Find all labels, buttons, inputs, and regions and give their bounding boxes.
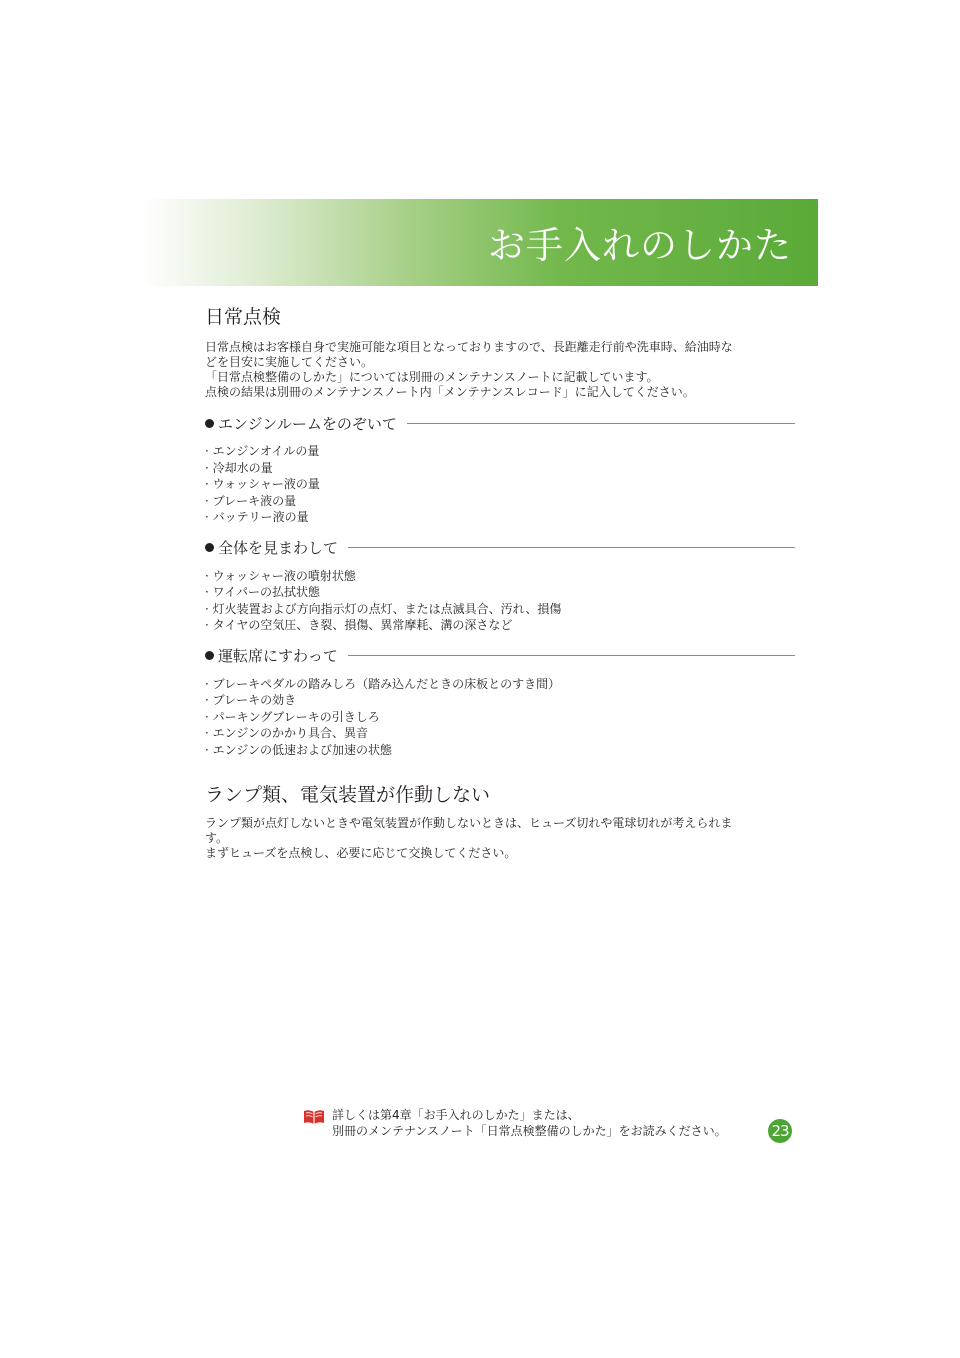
reference-line: 詳しくは第4章「お手入れのしかた」または、 <box>332 1108 580 1122</box>
paragraph-line: どを目安に実施してください。 <box>205 355 374 369</box>
main-content <box>205 300 795 861</box>
subheading-engine-room <box>205 409 795 437</box>
section-title-daily-inspection: 日常点検 <box>205 306 282 328</box>
list-item: · エンジンのかかり具合、異音 <box>205 726 369 740</box>
chapter-title: お手入れのしかた <box>488 224 792 267</box>
list-item: · 冷却水の量 <box>205 460 273 475</box>
subheading-label: 運転席にすわって <box>218 647 338 665</box>
section-title-lamp-failure: ランプ類、電気装置が作動しない <box>205 784 491 806</box>
paragraph-line: 点検の結果は別冊のメンテナンスノート内「メンテナンスレコード」に記入してください。 <box>205 385 695 399</box>
chapter-header-band <box>142 199 818 286</box>
list-item: · ブレーキペダルの踏みしろ（踏み込んだときの床板とのすき間） <box>205 676 561 691</box>
subheading-label: 全体を見まわして <box>218 539 339 557</box>
list-item: · ブレーキ液の量 <box>205 493 297 508</box>
paragraph-line: 日常点検はお客様自身で実施可能な項目となっておりますので、長距離走行前や洗車時、給油時な <box>205 340 733 354</box>
checklist-walkaround <box>205 568 795 634</box>
list-item: · バッテリー液の量 <box>205 510 309 524</box>
list-item: · エンジンオイルの量 <box>205 444 320 458</box>
reference-note <box>303 1107 795 1147</box>
book-icon <box>303 1109 325 1125</box>
bullet-dot-icon <box>205 543 214 552</box>
subheading-walkaround <box>205 534 795 562</box>
divider-line <box>348 655 795 656</box>
reference-text <box>332 1107 727 1139</box>
list-item: · タイヤの空気圧、き裂、損傷、異常摩耗、溝の深さなど <box>205 618 513 632</box>
checklist-drivers-seat <box>205 676 795 759</box>
paragraph-line: す。 <box>205 831 229 845</box>
daily-paragraph <box>205 340 795 400</box>
list-item: · 灯火装置および方向指示灯の点灯、または点滅具合、汚れ、損傷 <box>205 601 562 616</box>
checklist-engine-room <box>205 443 795 526</box>
reference-line: 別冊のメンテナンスノート「日常点検整備のしかた」をお読みください。 <box>332 1124 727 1138</box>
paragraph-line: まずヒューズを点検し、必要に応じて交換してください。 <box>205 846 517 860</box>
divider-line <box>407 423 795 424</box>
lamp-paragraph <box>205 816 795 861</box>
list-item: · ワイパーの払拭状態 <box>205 585 321 599</box>
list-item: · エンジンの低速および加速の状態 <box>205 742 393 757</box>
paragraph-line: 「日常点検整備のしかた」については別冊のメンテナンスノートに記載しています。 <box>205 370 659 384</box>
subheading-label: エンジンルームをのぞいて <box>218 414 397 433</box>
list-item: · パーキングブレーキの引きしろ <box>205 709 380 724</box>
subheading-drivers-seat <box>205 642 795 670</box>
list-item: · ウォッシャー液の噴射状態 <box>205 568 356 583</box>
bullet-dot-icon <box>205 651 214 660</box>
paragraph-line: ランプ類が点灯しないときや電気装置が作動しないときは、ヒューズ切れや電球切れが考えられま <box>205 816 733 830</box>
divider-line <box>348 547 795 548</box>
list-item: · ウォッシャー液の量 <box>205 477 320 491</box>
page-number-badge: 23 <box>768 1119 792 1143</box>
list-item: · ブレーキの効き <box>205 693 297 707</box>
bullet-dot-icon <box>205 419 214 428</box>
